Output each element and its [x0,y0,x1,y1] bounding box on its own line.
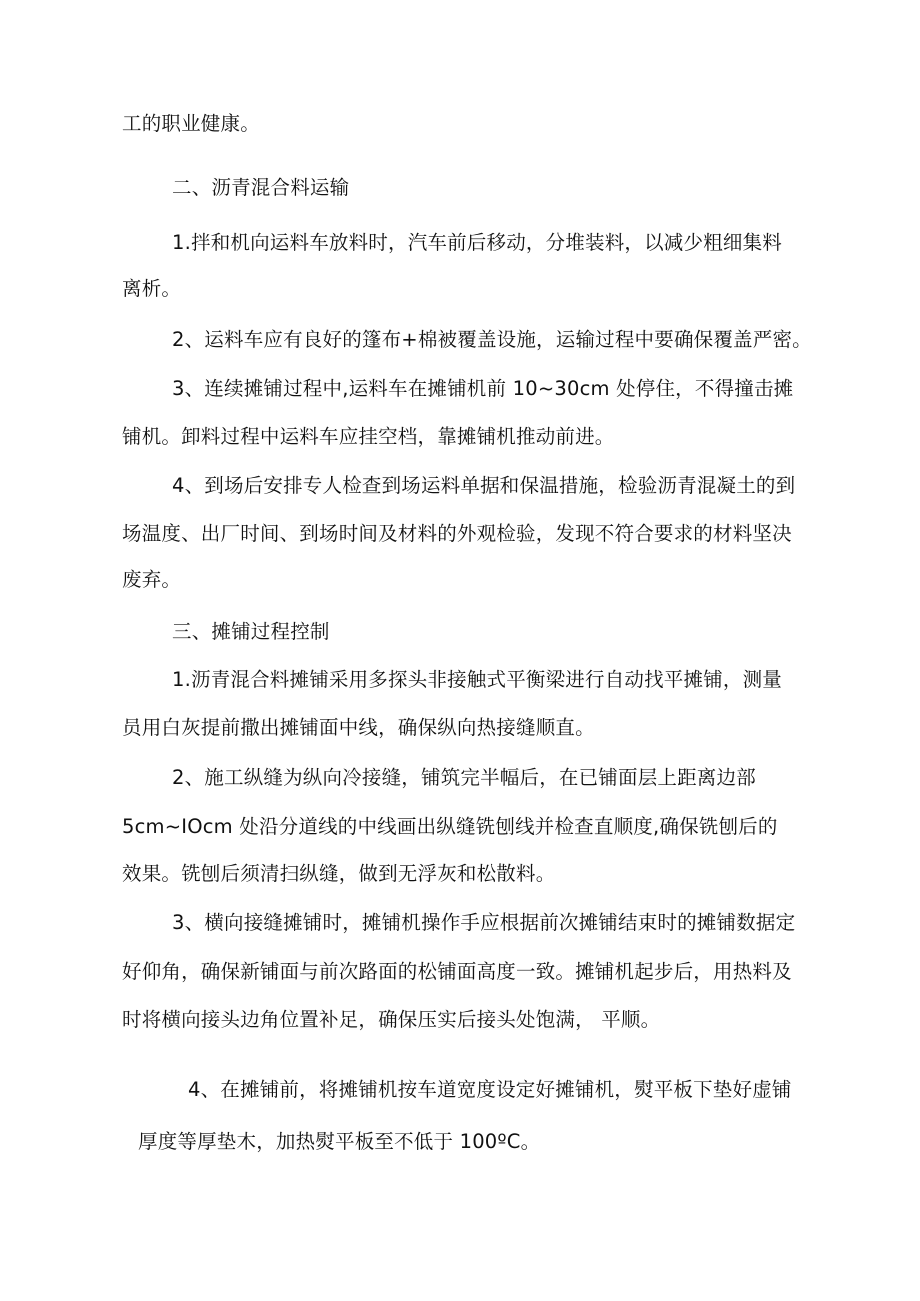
paragraph-line-continuation: 工的职业健康。 [122,112,260,135]
paragraph-line: 4、在摊铺前，将摊铺机按车道宽度设定好摊铺机，熨平板下垫好虚铺 [188,1078,792,1101]
paragraph-line: 3、横向接缝摊铺时，摊铺机操作手应根据前次摊铺结束时的摊铺数据定 [172,911,796,934]
section-heading-paving: 三、摊铺过程控制 [172,620,330,643]
paragraph-line: 废弃。 [122,568,182,591]
paragraph-line: 员用白灰提前撒出摊铺面中线，确保纵向热接缝顺直。 [122,716,595,739]
paragraph-line: 4、到场后安排专人检查到场运料单据和保温措施，检验沥青混凝土的到 [172,474,796,497]
paragraph-line: 2、施工纵缝为纵向冷接缝，铺筑完半幅后，在已铺面层上距离边部 [172,766,756,789]
paragraph-line: 离析。 [122,277,182,300]
paragraph-line: 好仰角，确保新铺面与前次路面的松铺面高度一致。摊铺机起步后，用热料及 [122,960,792,983]
paragraph-line: 时将横向接头边角位置补足，确保压实后接头处饱满， 平顺。 [122,1008,661,1031]
paragraph-line: 场温度、出厂时间、到场时间及材料的外观检验，发现不符合要求的材料坚决 [122,522,792,545]
paragraph-line: 1.拌和机向运料车放料时，汽车前后移动，分堆装料，以减少粗细集料 [172,231,783,254]
paragraph-line: 效果。铣刨后须清扫纵缝，做到无浮灰和松散料。 [122,862,556,885]
paragraph-line: 1.沥青混合料摊铺采用多探头非接触式平衡梁进行自动找平摊铺，测量 [172,668,783,691]
paragraph-line: 铺机。卸料过程中运料车应挂空档，靠摊铺机推动前进。 [122,425,615,448]
section-heading-transport: 二、沥青混合料运输 [172,176,350,199]
paragraph-line: 3、连续摊铺过程中,运料车在摊铺机前 10~30cm 处停住，不得撞击摊 [172,377,794,400]
paragraph-line: 5cm~IOcm 处沿分道线的中线画出纵缝铣刨线并检查直顺度,确保铣刨后的 [122,815,778,838]
paragraph-line: 厚度等厚垫木，加热熨平板至不低于 100ºC。 [138,1130,541,1153]
paragraph-line: 2、运料车应有良好的篷布+棉被覆盖设施，运输过程中要确保覆盖严密。 [172,328,812,351]
